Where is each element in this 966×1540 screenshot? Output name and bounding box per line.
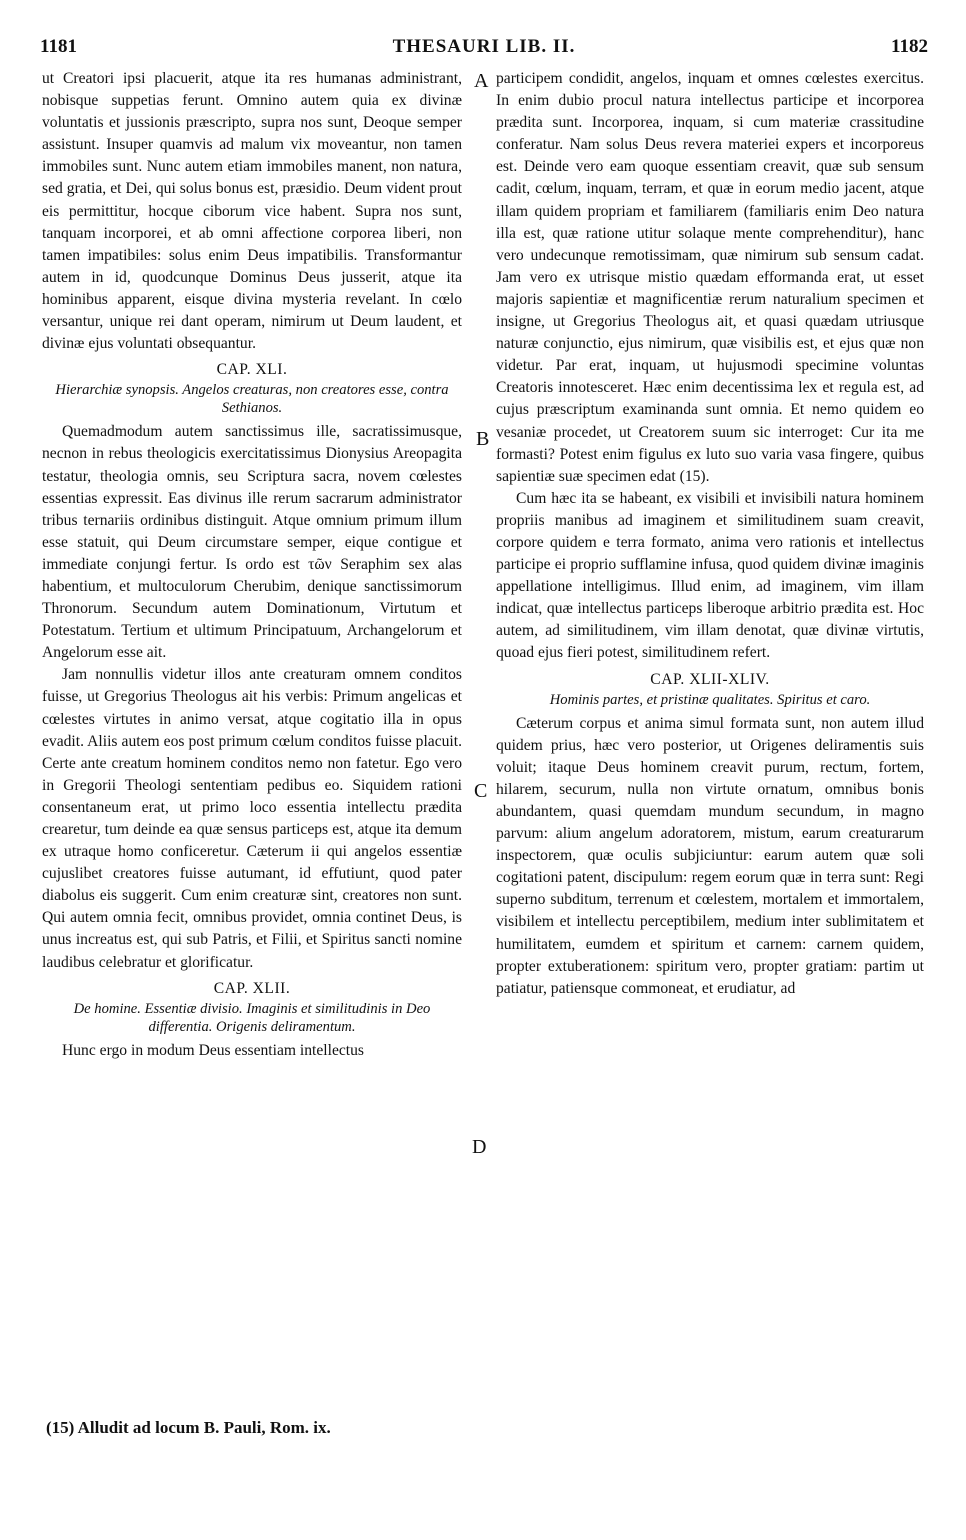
margin-marker-a: A [474, 70, 489, 92]
page-number-right: 1182 [891, 36, 928, 57]
paragraph: Jam nonnullis videtur illos ante creaturam omnem conditos fuisse, ut Gregorius Theologus ait his verbis: Primum angelicas et cœlestes virtutes in animo versat, atque cogitatio illa in opus evadit. Aliis autem eos post primum cœlum conditos fuisse placuit. Certe ante creatum hominem conditos nemo non fatetur. Ego vero in Gregorii Theologi sententiam pedibus eo. Siquidem rationi consentaneum erat, ut primo loco essentia intellectu prædita crearetur, tum deinde ea quæ sensus particeps est, atque ita demum ex utraque homo conficeretur. Cæterum ii qui angelos essentiæ cujuslibet creatores fuisse autumant, id effutiunt, quod pater diabolus eis suggerit. Cum enim creaturæ sint, creatores non sunt. Qui autem omnia fecit, omnibus providet, omnia continet Deus, is unus increatus est, qui sub Patris, et Filii, et Spiritus sancti nomine laudibus celebratur et glorificatur. [42, 666, 462, 971]
chapter-heading: CAP. XLII. [213, 979, 291, 997]
chapter-summary: De homine. Essentiæ divisio. Imaginis et similitudinis in Deo differentia. Origenis deliramentum. [73, 1000, 431, 1035]
paragraph: ut Creatori ipsi placuerit, atque ita res humanas administrant, nobisque suppetias ferunt. Omnino autem quia ex divinæ voluntatis et jussionis præscripto, supra nos sunt, Deoque semper assistunt. Insuper quamvis ad malum vix moveantur, non tamen immobiles sunt. Nunc autem etiam immobiles manent, non natura, sed gratia, et Dei, qui solus bonus est, præsidio. Deum vident prout eis permittitur, hocque ciborum vice habent. Supra nos sunt, tanquam incorporei, et ab omni affectione corporea liberi, non tamen impatibiles: solus enim Deus impatibilis. Transformantur autem in id, quodcunque Dominus Deus jusserit, atque ita hominibus apparent, eisque divina mysteria revelant. In cœlo versantur, unique rei dant operam, nimirum ut Deum laudent, et divinæ ejus voluntati obsequantur. [42, 70, 462, 353]
margin-marker-c: C [474, 780, 488, 802]
page-number-left: 1181 [40, 36, 77, 57]
paragraph: Cum hæc ita se habeant, ex visibili et invisibili natura hominem propriis manibus ad imaginem et similitudinem suam creavit, corpore quidem e terra formato, anima vero rationis et intellectus participe ei proprio sufflamine infusa, quod quidem divinæ imaginis appellatione intelligimus. Illud enim, ad imaginem, vim illam indicat, quæ intellectus particeps liberoque arbitrio prædita est. Hoc autem, ad similitudinem, vim illam denotat, quæ divinæ virtutis, quoad ejus fieri potest, similitudinem refert. [496, 489, 924, 662]
right-column [496, 68, 924, 1000]
running-title: THESAURI LIB. II. [392, 36, 576, 57]
left-column [42, 68, 462, 1062]
paragraph: participem condidit, angelos, inquam et omnes cœlestes exercitus. In enim dubio procul natura intellectus participe et incorporea prædita sunt. Incorporea, inquam, si cum materiæ crassitudine conferatur. Nam solus Deus revera materiei expers et incorporeus est. Deinde vero eam quoque essentiam creavit, quæ sub sensum cadit, cœlum, inquam, terram, et quæ in eorum medio jacent, atque illam quidem propriam et familiarem (familiaris enim Deo natura illa est, quæ ratione utitur solaque mente comprehenditur), hanc vero undecunque remotissimam, quæ nimirum sub sensum cadat. Jam vero ex utrisque mistio quædam efformanda erat, ut esset majoris sapientiæ et magnificentiæ rerum naturalium specimen et insigne, ut Gregorius Theologus ait, et quasi quædam utriusque naturæ conjunctio, ejus nimirum, quæ visibilis est, et ejus quæ non videtur. Par erat, inquam, ut hujusmodi specimine voluntas Creatoris innotesceret. Hæc enim decentissima lex et regula est, ad cujus præscriptum examinanda sunt omnia. Et nemo quidem eo vesaniæ procedet, ut Creatorem suum sic interroget: Cur ita me formasti? Potest enim figulus ex luto suo varia vasa fingere, quibus sapientiæ suæ specimen edat (15). [496, 70, 924, 485]
chapter-summary: Hierarchiæ synopsis. Angelos creaturas, non creatores esse, contra Sethianos. [55, 382, 449, 417]
chapter-heading: CAP. XLII-XLIV. [650, 670, 770, 688]
margin-marker-d: D [472, 1136, 487, 1158]
chapter-summary: Hominis partes, et pristinæ qualitates. Spiritus et caro. [549, 691, 871, 708]
running-header [40, 36, 928, 60]
chapter-heading: CAP. XLI. [216, 361, 288, 379]
footnote: (15) Alludit ad locum B. Pauli, Rom. ix. [46, 1418, 331, 1437]
paragraph: Cæterum corpus et anima simul formata sunt, non autem illud quidem prius, hæc vero posterior, ut Origenes deliramentis suis voluit; itaque Deus hominem creavit purum, rectum, fortem, hilarem, securum, nulla non virtute ornatum, omnibus bonis abundantem, quasi quemdam mundum secundum, in magno parvum: alium angelum adoratorem, mistum, earum creaturarum inspectorem, quæ oculis subjiciuntur: earum autem quæ soli cogitationi patent, discipulum: regem eorum quæ in terra sunt: Regi superno subditum, terrenum et cœlestem, mortalem et immortalem, visibilem et intellectu perceptibilem, medium inter sublimitatem et humilitatem, eumdem et spiritum et carnem: carnem quidem, propter extuberationem: spiritum vero, propter gratiam: partim ut patiatur, patiensque commoneat, et erudiatur, ad [496, 714, 924, 997]
paragraph: Quemadmodum autem sanctissimus ille, sacratissimusque, necnon in rebus theologicis exercitatissimus Dionysius Areopagita testatur, theologia omnis, seu Scriptura sacra, novem cœlestes essentias expressit. Eas divinus ille rerum sacrarum administrator tribus ternariis ordinibus distinguit. Atque omnium primum illum esse statuit, qui Deum circumstare semper, eique contigue et immediate conjungi fertur. Is ordo est τῶν Seraphim sex alas habentium, et multoculorum Cherubim, denique sanctissimorum Thronorum. Secundum autem Dominationum, Virtutum et Potestatum. Tertium et ultimum Principatuum, Archangelorum et Angelorum esse ait. [42, 423, 462, 662]
paragraph: Hunc ergo in modum Deus essentiam intellectus [62, 1041, 364, 1059]
margin-marker-b: B [476, 428, 490, 450]
